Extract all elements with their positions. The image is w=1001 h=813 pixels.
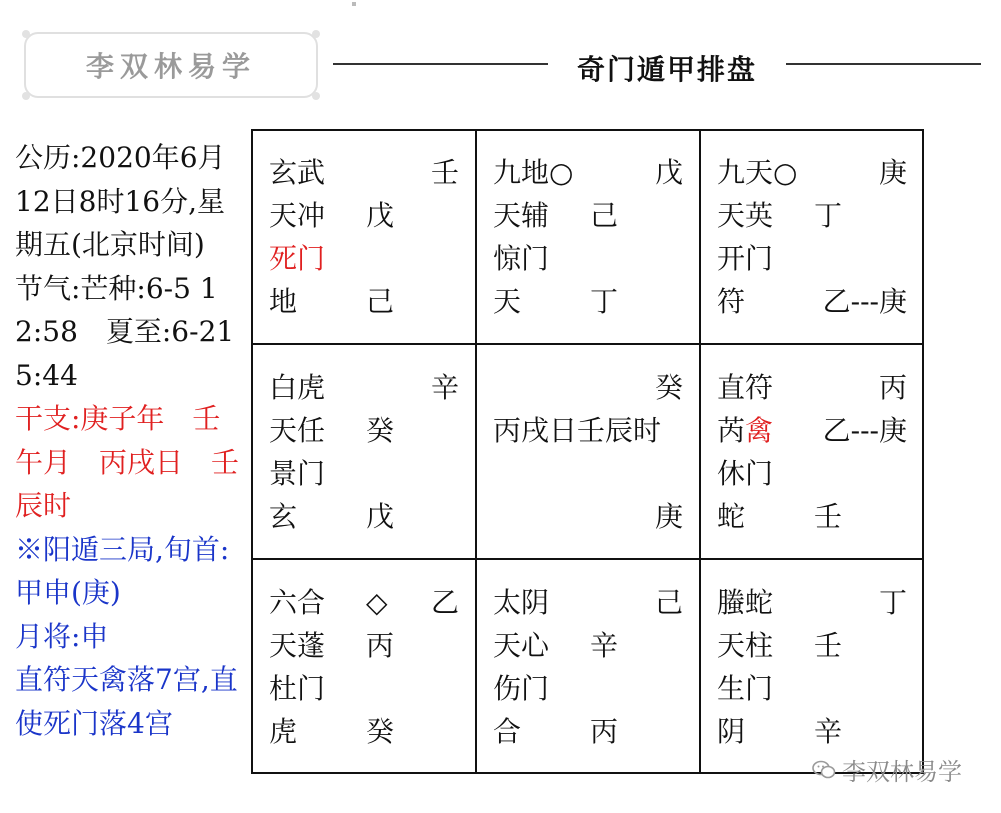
deity: 符 bbox=[717, 285, 746, 318]
star: 天冲 bbox=[269, 199, 326, 232]
star-stem: 己 bbox=[590, 199, 619, 232]
corner-dot bbox=[312, 92, 320, 100]
heaven-stem: 壬 bbox=[430, 156, 459, 189]
star: 天英 bbox=[717, 199, 774, 232]
star-highlight: 禽 bbox=[745, 414, 774, 447]
god: 六合 bbox=[269, 586, 326, 619]
god: 太阴 bbox=[493, 586, 550, 619]
zhifu-text: 直符天禽落7宫,直使死门落4宫 bbox=[15, 663, 238, 740]
door: 惊门 bbox=[493, 242, 550, 275]
divider-dot bbox=[352, 2, 356, 6]
deity: 合 bbox=[493, 715, 522, 748]
earth-stem: 辛 bbox=[814, 715, 843, 748]
earth-stem: 壬 bbox=[814, 500, 843, 533]
star: 天蓬 bbox=[269, 629, 326, 662]
palace-1 bbox=[475, 559, 699, 774]
star: 天心 bbox=[493, 629, 550, 662]
wechat-icon bbox=[812, 760, 836, 780]
brand-text: 李双林易学 bbox=[85, 50, 256, 83]
earth-stem: 丙 bbox=[590, 715, 619, 748]
god: 螣蛇 bbox=[717, 586, 774, 619]
god: 玄武 bbox=[269, 156, 326, 189]
star: 天柱 bbox=[717, 629, 774, 662]
watermark-text: 李双林易学 bbox=[842, 758, 962, 786]
brand-box bbox=[24, 32, 318, 98]
palace-7 bbox=[699, 344, 923, 559]
solar-term-text: 节气:芒种:6-5 12:58 夏至:6-21 5:44 bbox=[15, 271, 235, 392]
star-prefix: 芮 bbox=[717, 414, 746, 447]
yuejiang-text: 月将:申 bbox=[15, 619, 109, 653]
door: 休门 bbox=[717, 457, 774, 490]
deity: 阴 bbox=[717, 715, 746, 748]
palace-3 bbox=[251, 344, 475, 559]
heaven-stem: 己 bbox=[654, 586, 683, 619]
heaven-stem: 丙 bbox=[878, 371, 907, 404]
earth-stem: 乙---庚 bbox=[822, 285, 907, 318]
god: 九天○ bbox=[717, 156, 798, 189]
earth-stem: 癸 bbox=[366, 715, 395, 748]
heaven-stem: 丁 bbox=[878, 586, 907, 619]
heaven-stem: 庚 bbox=[878, 156, 907, 189]
palace-6 bbox=[699, 559, 923, 774]
star-stem: 丁 bbox=[814, 199, 843, 232]
ganzhi-text: 干支:庚子年 壬午月 丙戌日 壬辰时 bbox=[15, 402, 240, 522]
watermark bbox=[812, 752, 962, 787]
door: 伤门 bbox=[493, 672, 550, 705]
god-mark: ◇ bbox=[366, 586, 388, 619]
earth-stem: 丁 bbox=[590, 285, 619, 318]
star: 天辅 bbox=[493, 199, 550, 232]
center-top-stem: 癸 bbox=[654, 371, 683, 404]
palace-2 bbox=[699, 129, 923, 344]
god: 九地○ bbox=[493, 156, 574, 189]
heaven-stem: 辛 bbox=[430, 371, 459, 404]
palace-5-center bbox=[475, 344, 699, 559]
god: 直符 bbox=[717, 371, 774, 404]
earth-stem: 己 bbox=[366, 285, 395, 318]
deity: 天 bbox=[493, 285, 522, 318]
corner-dot bbox=[22, 92, 30, 100]
palace-9 bbox=[475, 129, 699, 344]
palace-4 bbox=[251, 129, 475, 344]
title-rule-right bbox=[786, 63, 981, 65]
god: 白虎 bbox=[269, 371, 326, 404]
door: 景门 bbox=[269, 457, 326, 490]
heaven-stem: 戊 bbox=[654, 156, 683, 189]
heaven-stem: 乙 bbox=[430, 586, 459, 619]
chart-info bbox=[15, 136, 243, 745]
star-stem: 辛 bbox=[590, 629, 619, 662]
star bbox=[717, 409, 773, 452]
door: 杜门 bbox=[269, 672, 326, 705]
calendar-text: 公历:2020年6月12日8时16分,星期五(北京时间) bbox=[15, 141, 226, 261]
page-title: 奇门遁甲排盘 bbox=[576, 53, 757, 86]
corner-dot bbox=[312, 30, 320, 38]
center-day-hour: 丙戌日壬辰时 bbox=[493, 414, 662, 447]
star-stem: 乙---庚 bbox=[822, 414, 907, 447]
deity: 地 bbox=[269, 285, 298, 318]
door: 开门 bbox=[717, 242, 774, 275]
star-stem: 癸 bbox=[366, 414, 395, 447]
star-stem: 丙 bbox=[366, 629, 395, 662]
deity: 虎 bbox=[269, 715, 298, 748]
door: 死门 bbox=[269, 242, 326, 275]
star-stem: 戊 bbox=[366, 199, 395, 232]
qimen-grid bbox=[251, 129, 924, 774]
title-rule-left bbox=[333, 63, 548, 65]
palace-8 bbox=[251, 559, 475, 774]
star-stem: 壬 bbox=[814, 629, 843, 662]
corner-dot bbox=[22, 30, 30, 38]
center-bottom-stem: 庚 bbox=[654, 500, 683, 533]
deity: 蛇 bbox=[717, 500, 746, 533]
ju-text: ※阳遁三局,旬首:甲申(庚) bbox=[15, 532, 230, 609]
star: 天任 bbox=[269, 414, 326, 447]
door: 生门 bbox=[717, 672, 774, 705]
deity: 玄 bbox=[269, 500, 298, 533]
earth-stem: 戊 bbox=[366, 500, 395, 533]
